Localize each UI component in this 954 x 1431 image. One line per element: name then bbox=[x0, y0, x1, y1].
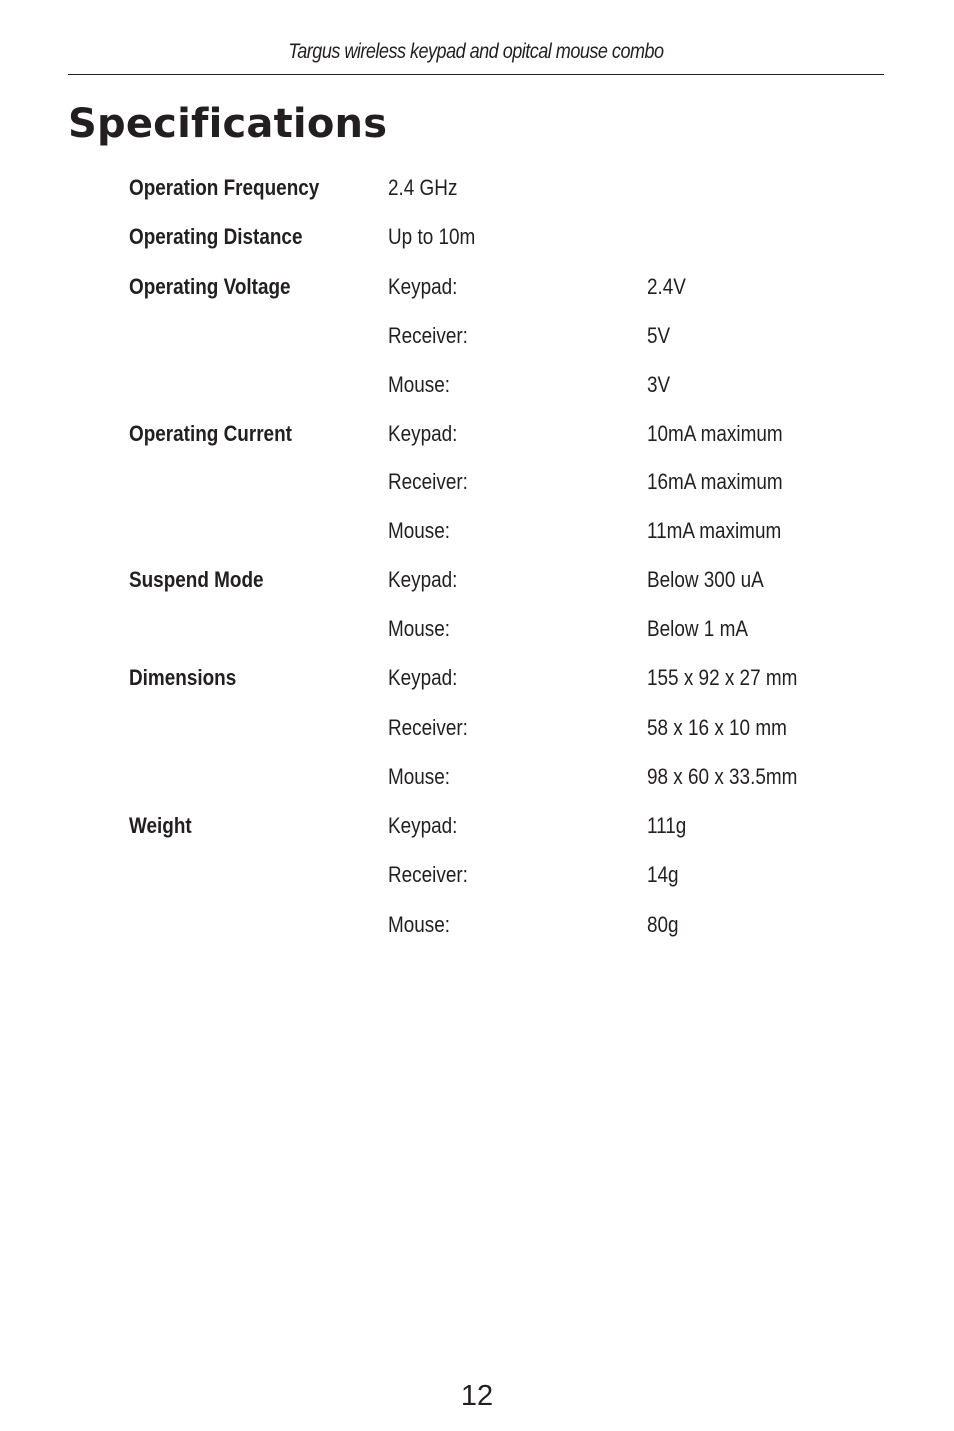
spec-sub: Keypad: bbox=[388, 274, 458, 299]
spec-value: 14g bbox=[647, 862, 679, 887]
spec-value: 155 x 92 x 27 mm bbox=[647, 665, 798, 690]
spec-sub: Mouse: bbox=[388, 764, 451, 789]
spec-row bbox=[0, 321, 954, 351]
page-title: Specifications bbox=[68, 101, 388, 147]
spec-row bbox=[0, 565, 954, 595]
spec-label: Operating Voltage bbox=[129, 274, 291, 299]
spec-row bbox=[0, 272, 954, 302]
spec-sub: Mouse: bbox=[388, 912, 451, 937]
spec-sub: Receiver: bbox=[388, 323, 468, 348]
page-number: 12 bbox=[460, 1380, 494, 1412]
spec-value: Below 1 mA bbox=[647, 616, 748, 641]
spec-sub: Receiver: bbox=[388, 469, 468, 494]
running-header: Targus wireless keypad and opitcal mouse combo bbox=[288, 40, 664, 63]
spec-row bbox=[0, 811, 954, 841]
spec-sub: Up to 10m bbox=[388, 224, 476, 249]
spec-row bbox=[0, 910, 954, 940]
spec-value: 11mA maximum bbox=[647, 518, 782, 543]
spec-sub: Keypad: bbox=[388, 421, 458, 446]
spec-row bbox=[0, 516, 954, 546]
spec-value: 2.4V bbox=[647, 274, 686, 299]
spec-value: Below 300 uA bbox=[647, 567, 764, 592]
spec-label: Weight bbox=[129, 813, 192, 838]
spec-value: 3V bbox=[647, 372, 671, 397]
spec-value: 98 x 60 x 33.5mm bbox=[647, 764, 798, 789]
spec-row bbox=[0, 222, 954, 252]
spec-value: 10mA maximum bbox=[647, 421, 783, 446]
header-rule bbox=[68, 74, 884, 75]
spec-row bbox=[0, 467, 954, 497]
spec-value: 5V bbox=[647, 323, 671, 348]
spec-sub: Keypad: bbox=[388, 665, 458, 690]
spec-row bbox=[0, 860, 954, 890]
spec-sub: Mouse: bbox=[388, 518, 451, 543]
spec-value: 16mA maximum bbox=[647, 469, 783, 494]
spec-label: Dimensions bbox=[129, 665, 237, 690]
spec-value: 80g bbox=[647, 912, 679, 937]
spec-label: Operating Current bbox=[129, 421, 292, 446]
spec-sub: Receiver: bbox=[388, 862, 468, 887]
spec-sub: Keypad: bbox=[388, 813, 458, 838]
spec-label: Operation Frequency bbox=[129, 175, 320, 200]
spec-row bbox=[0, 370, 954, 400]
spec-value: 111g bbox=[647, 813, 687, 838]
spec-row bbox=[0, 663, 954, 693]
spec-sub: Receiver: bbox=[388, 715, 468, 740]
spec-sub: Keypad: bbox=[388, 567, 458, 592]
spec-label: Suspend Mode bbox=[129, 567, 264, 592]
spec-sub: Mouse: bbox=[388, 372, 451, 397]
spec-sub: 2.4 GHz bbox=[388, 175, 458, 200]
spec-sub: Mouse: bbox=[388, 616, 451, 641]
spec-row bbox=[0, 419, 954, 449]
spec-label: Operating Distance bbox=[129, 224, 303, 249]
spec-row bbox=[0, 614, 954, 644]
spec-row bbox=[0, 762, 954, 792]
spec-row bbox=[0, 173, 954, 203]
spec-row bbox=[0, 713, 954, 743]
spec-value: 58 x 16 x 10 mm bbox=[647, 715, 787, 740]
